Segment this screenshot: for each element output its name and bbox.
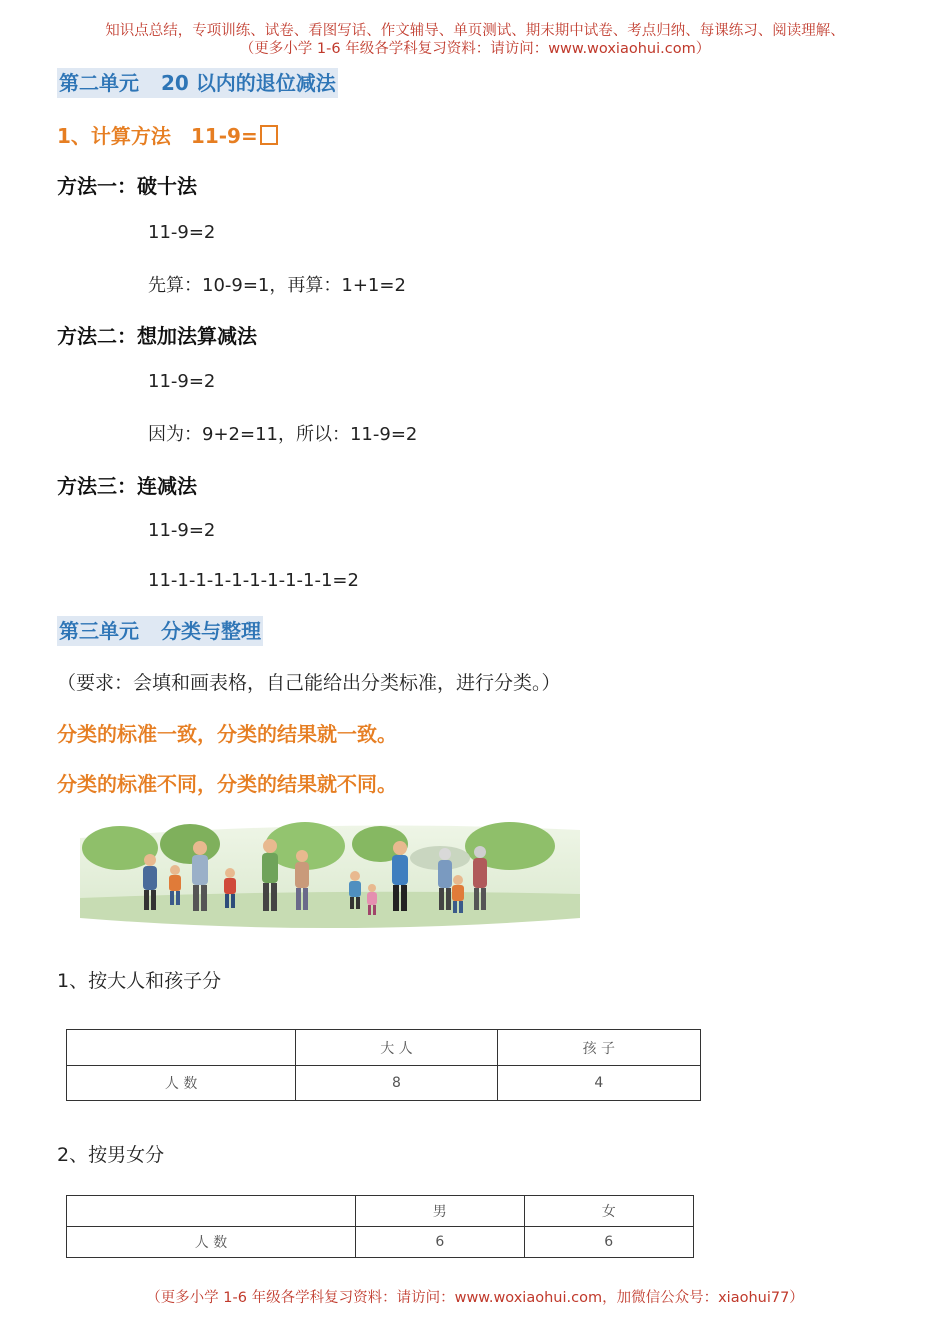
question-2: 2、按男女分: [57, 1144, 165, 1166]
method3-line-1: 11-9=2: [148, 520, 216, 541]
table1-header-cell-empty: [67, 1030, 296, 1066]
method2-title: 方法二：想加法算减法: [57, 324, 257, 348]
table2-female-count: 6: [524, 1227, 693, 1258]
table1-adults-count: 8: [296, 1066, 497, 1101]
method3-title: 方法三：连减法: [57, 474, 197, 498]
method2-line-1: 11-9=2: [148, 371, 216, 392]
method1-title: 方法一：破十法: [57, 174, 197, 198]
table2-header-cell-empty: [67, 1196, 356, 1227]
table1-children-count: 4: [497, 1066, 700, 1101]
method1-line-1: 11-9=2: [148, 222, 216, 243]
classification-rule-1: 分类的标准一致，分类的结果就一致。: [57, 722, 397, 746]
unit3-label: 第三单元: [59, 619, 139, 643]
question-1: 1、按大人和孩子分: [57, 970, 222, 992]
blank-box-icon: [260, 125, 278, 145]
unit2-heading: [57, 68, 338, 98]
header-line-1: 知识点总结，专项训练、试卷、看图写话、作文辅导、单页测试、期末期中试卷、考点归纳、每课练习、阅读理解、: [105, 23, 845, 39]
table-adults-children: [66, 1029, 701, 1101]
table2-data-row: [67, 1227, 694, 1258]
unit3-heading: [57, 616, 263, 646]
table2-male-count: 6: [356, 1227, 524, 1258]
table2-header-row: [67, 1196, 694, 1227]
classification-rule-2: 分类的标准不同，分类的结果就不同。: [57, 772, 397, 796]
method3-line-2: 11-1-1-1-1-1-1-1-1-1=2: [148, 570, 359, 591]
unit3-title: 分类与整理: [161, 619, 261, 643]
unit3-requirement: （要求：会填和画表格，自己能给出分类标准，进行分类。）: [57, 672, 561, 694]
footer-line: （更多小学 1-6 年级各学科复习资料：请访问：www.woxiaohui.com，加微信公众号：xiaohui77）: [146, 1290, 804, 1306]
table1-row-label: 人 数: [67, 1066, 296, 1101]
table1-header-row: [67, 1030, 701, 1066]
method1-line-2: 先算：10-9=1，再算：1+1=2: [148, 275, 406, 296]
section-calc-method: [57, 120, 278, 149]
table1-header-children: 孩 子: [497, 1030, 700, 1066]
table2-header-male: 男: [356, 1196, 524, 1227]
unit2-title: 20 以内的退位减法: [161, 71, 336, 95]
table2-row-label: 人 数: [67, 1227, 356, 1258]
table-male-female: [66, 1195, 694, 1258]
table2-header-female: 女: [524, 1196, 693, 1227]
table1-data-row: [67, 1066, 701, 1101]
header-line-2: （更多小学 1-6 年级各学科复习资料：请访问：www.woxiaohui.com）: [239, 41, 711, 57]
section-calc-method-text: 1、计算方法 11-9=: [57, 124, 258, 148]
table1-header-adults: 大 人: [296, 1030, 497, 1066]
method2-line-2: 因为：9+2=11，所以：11-9=2: [148, 424, 418, 445]
park-people-illustration: [80, 818, 580, 938]
unit2-label: 第二单元: [59, 71, 139, 95]
